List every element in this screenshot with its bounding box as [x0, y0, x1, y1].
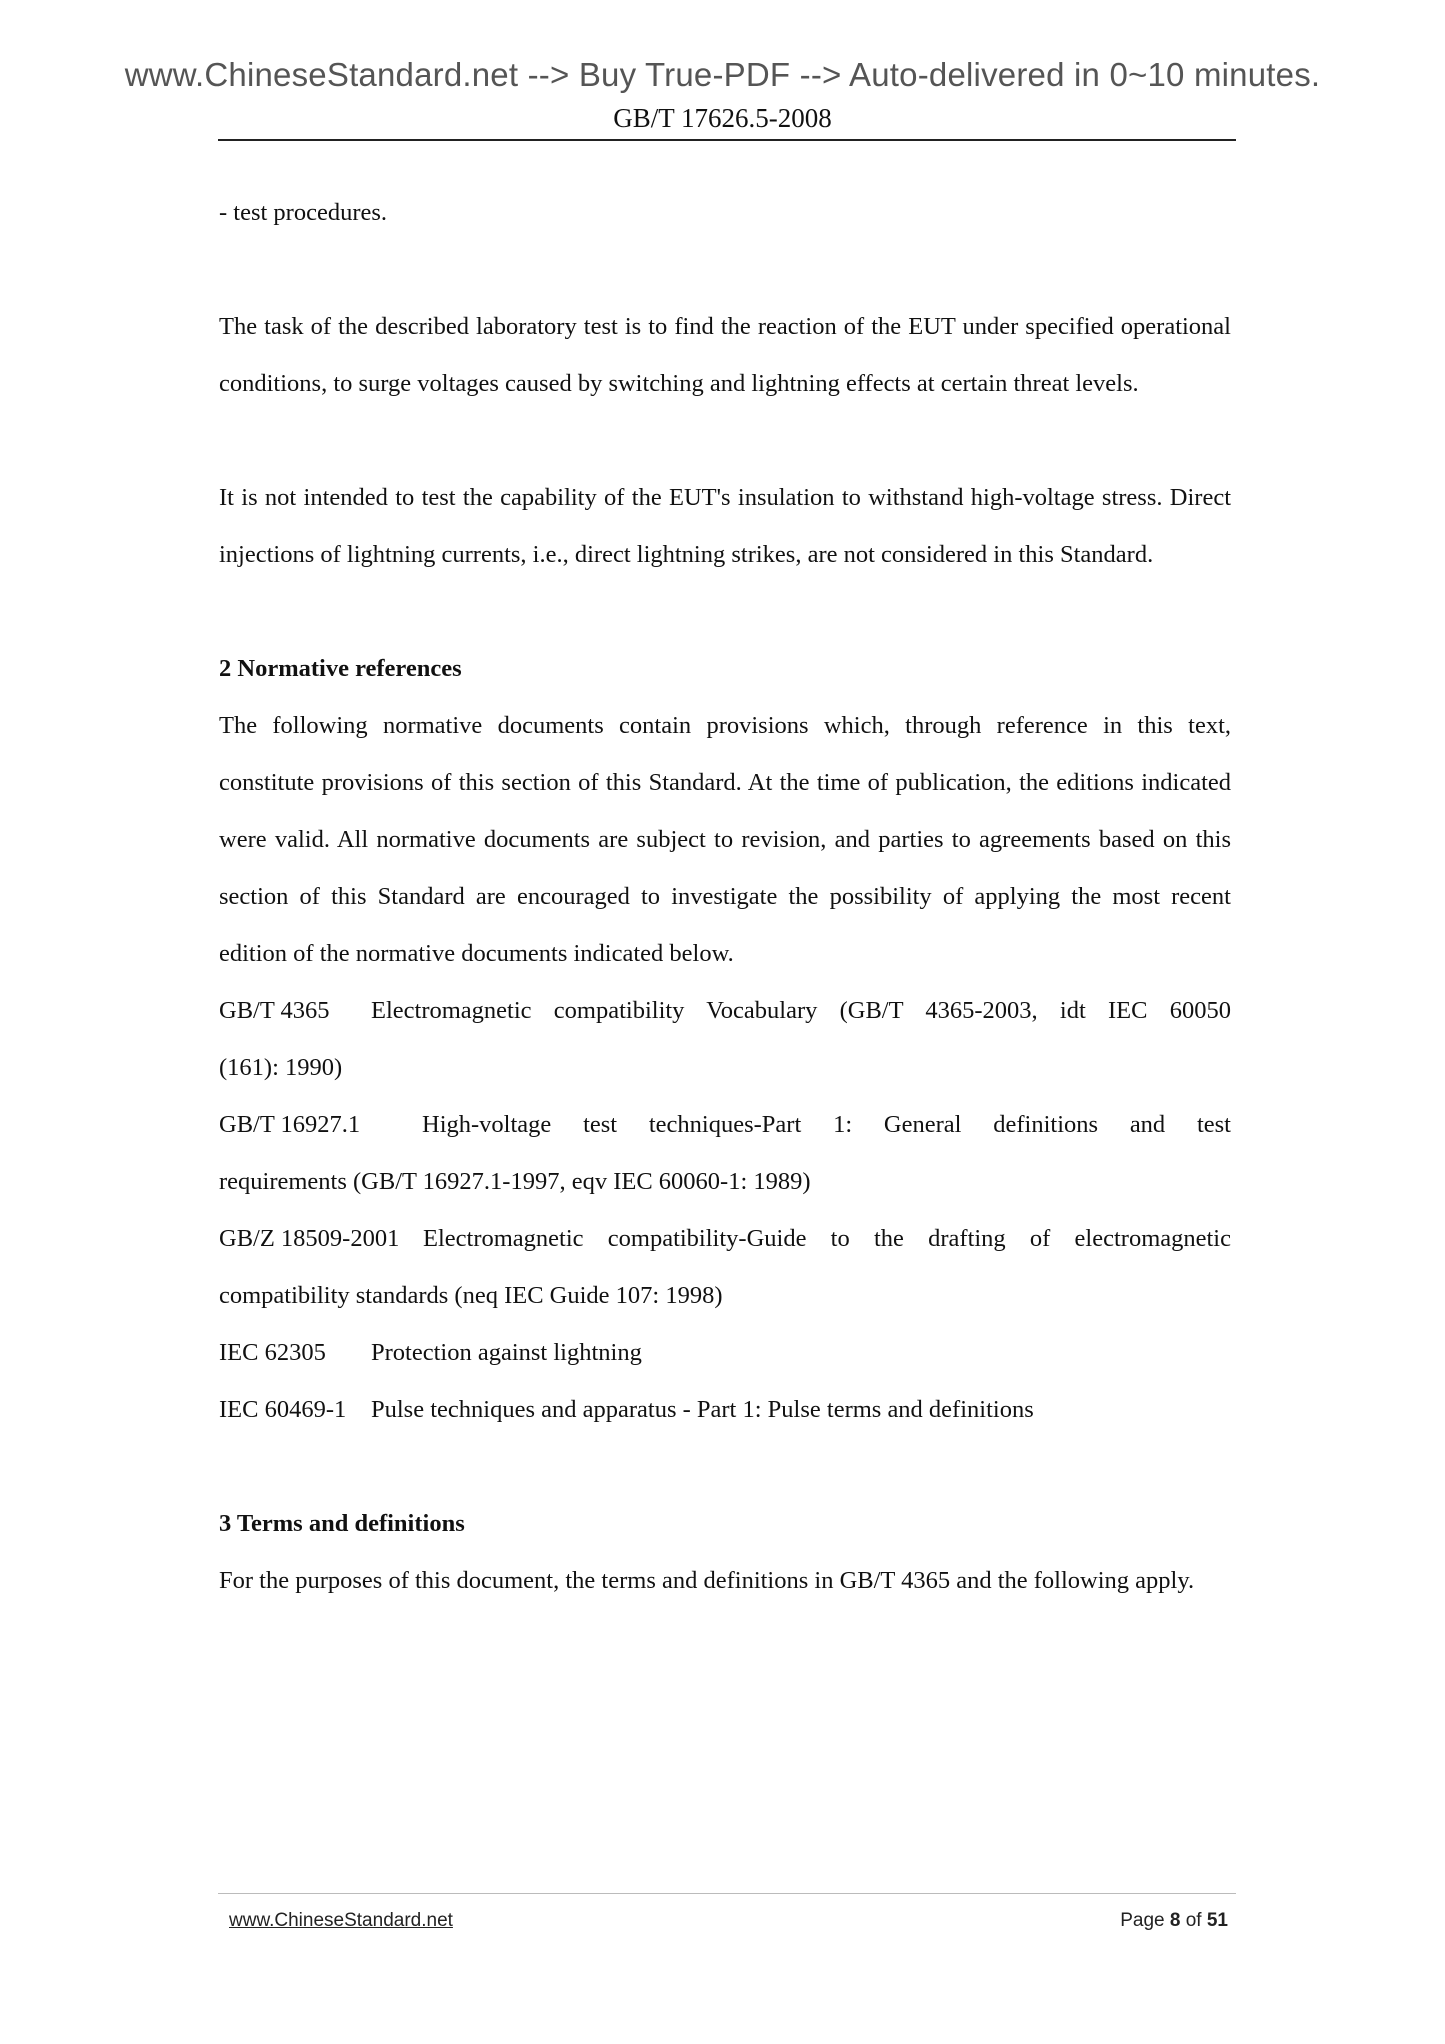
page-of: of	[1185, 1910, 1202, 1931]
reference-title	[422, 1096, 1231, 1153]
reference-continuation: (161): 1990)	[219, 1054, 343, 1081]
reference-title: Electromagnetic compatibility Vocabulary (GB/T 4365-2003, idt IEC 60050	[371, 997, 1231, 1024]
section-3-text: For the purposes of this document, the terms and definitions in GB/T 4365 and the following apply.	[219, 1567, 1195, 1594]
footer-divider	[218, 1893, 1236, 1894]
reference-title: Electromagnetic compatibility-Guide to the drafting of electromagnetic	[423, 1225, 1231, 1252]
section-3-heading: 3 Terms and definitions	[219, 1510, 465, 1537]
title-word: techniques-Part	[648, 1111, 802, 1138]
paragraph-task: The task of the described laboratory test is to find the reaction of the EUT under specified operational conditions, to surge voltages caused by switching and lightning effects at certain threat levels.	[219, 313, 1231, 397]
reference-code: IEC 62305	[219, 1339, 326, 1366]
footer-website-link[interactable]: www.ChineseStandard.net	[229, 1910, 453, 1931]
reference-continuation: compatibility standards (neq IEC Guide 107: 1998)	[219, 1282, 723, 1309]
reference-code: GB/T 16927.1	[219, 1111, 361, 1138]
title-word: test	[1196, 1111, 1231, 1138]
reference-item	[219, 1324, 1231, 1381]
title-word: 1:	[833, 1111, 853, 1138]
reference-code: GB/T 4365	[219, 997, 330, 1024]
page-number	[1120, 1910, 1228, 1932]
reference-item	[219, 1381, 1231, 1438]
section-2-heading: 2 Normative references	[219, 655, 462, 682]
page-current: 8	[1169, 1910, 1181, 1931]
document-body	[219, 184, 1231, 1609]
section-2-intro: The following normative documents contain provisions which, through reference in this text, constitute provisions of this section of this Standard. At the time of publication, the editions indicated were valid. All normative documents are subject to revision, and parties to agreements based on this section of this Standard are encouraged to investigate the possibility of applying the most recent edition of the normative documents indicated below.	[219, 712, 1231, 967]
reference-title: Pulse techniques and apparatus - Part 1: Pulse terms and definitions	[371, 1396, 1034, 1423]
title-word: General	[883, 1111, 962, 1138]
title-word: and	[1129, 1111, 1166, 1138]
header-divider	[218, 139, 1236, 141]
title-word: definitions	[993, 1111, 1099, 1138]
standard-code: GB/T 17626.5-2008	[613, 103, 832, 133]
page-prefix: Page	[1120, 1910, 1165, 1931]
header-banner[interactable]: www.ChineseStandard.net --> Buy True-PDF --> Auto-delivered in 0~10 minutes.	[124, 56, 1321, 93]
reference-item	[219, 1210, 1231, 1267]
reference-title: Protection against lightning	[371, 1339, 642, 1366]
reference-code: IEC 60469-1	[219, 1396, 347, 1423]
list-item: - test procedures.	[219, 199, 388, 226]
reference-item	[219, 982, 1231, 1039]
reference-item	[219, 1096, 1231, 1153]
page-total: 51	[1206, 1910, 1228, 1931]
title-word: test	[583, 1111, 618, 1138]
title-word: High-voltage	[422, 1111, 552, 1138]
reference-code: GB/Z 18509-2001	[219, 1225, 400, 1252]
reference-continuation: requirements (GB/T 16927.1-1997, eqv IEC 60060-1: 1989)	[219, 1168, 811, 1195]
paragraph-intent: It is not intended to test the capability of the EUT's insulation to withstand high-voltage stress. Direct injections of lightning currents, i.e., direct lightning strikes, are not considered in this Standard.	[219, 484, 1231, 568]
